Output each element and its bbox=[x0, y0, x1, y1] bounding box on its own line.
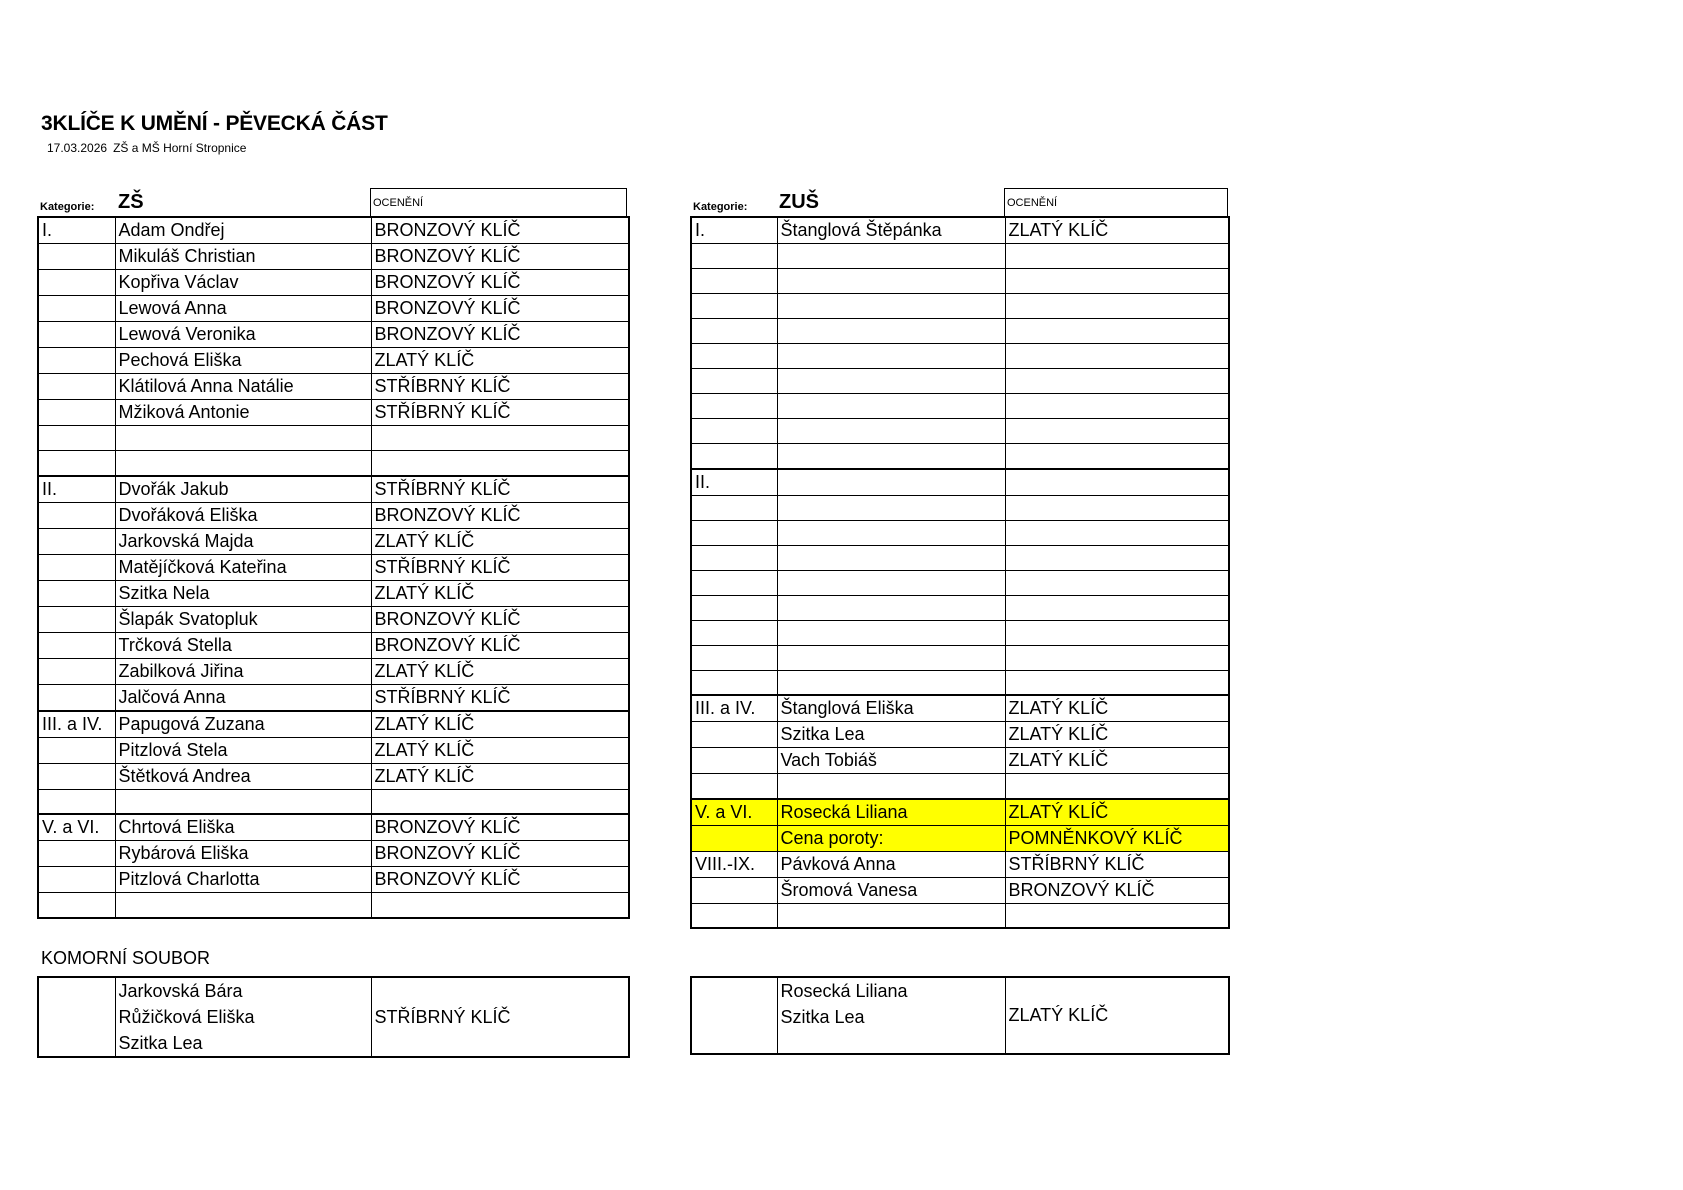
category-cell: I. bbox=[691, 217, 777, 244]
category-cell: II. bbox=[38, 476, 115, 503]
table-row bbox=[38, 580, 629, 606]
category-cell bbox=[691, 748, 777, 774]
category-cell bbox=[691, 344, 777, 369]
category-cell bbox=[38, 789, 115, 814]
kategorie-label: Kategorie: bbox=[693, 201, 748, 213]
award-cell bbox=[1005, 444, 1229, 469]
participant-name-cell bbox=[777, 903, 1005, 928]
participant-name-cell: Pitzlová Stela bbox=[115, 737, 371, 763]
award-cell: ZLATÝ KLÍČ bbox=[1005, 722, 1229, 748]
participant-name-cell bbox=[777, 319, 1005, 344]
award-cell bbox=[1005, 645, 1229, 670]
ensemble-award: ZLATÝ KLÍČ bbox=[1005, 977, 1229, 1054]
table-row bbox=[691, 369, 1229, 394]
table-row bbox=[691, 444, 1229, 469]
table-row bbox=[691, 217, 1229, 244]
participant-name-cell: Papugová Zuzana bbox=[115, 711, 371, 738]
award-cell: BRONZOVÝ KLÍČ bbox=[371, 814, 629, 841]
category-cell: V. a VI. bbox=[38, 814, 115, 841]
table-row bbox=[38, 270, 629, 296]
category-cell: III. a IV. bbox=[38, 711, 115, 738]
award-cell bbox=[1005, 570, 1229, 595]
left-results-table bbox=[37, 216, 630, 919]
participant-name-cell: Vach Tobiáš bbox=[777, 748, 1005, 774]
award-cell bbox=[1005, 269, 1229, 294]
category-cell bbox=[38, 632, 115, 658]
table-row bbox=[38, 554, 629, 580]
participant-name-cell: Pechová Eliška bbox=[115, 348, 371, 374]
category-cell bbox=[691, 774, 777, 799]
table-row bbox=[691, 495, 1229, 520]
table-row bbox=[38, 893, 629, 918]
category-cell bbox=[38, 374, 115, 400]
table-row bbox=[38, 606, 629, 632]
category-cell bbox=[691, 419, 777, 444]
participant-name-cell: Cena poroty: bbox=[777, 825, 1005, 851]
table-row bbox=[691, 244, 1229, 269]
table-row bbox=[691, 645, 1229, 670]
category-cell bbox=[38, 528, 115, 554]
category-cell bbox=[38, 893, 115, 918]
award-cell: BRONZOVÝ KLÍČ bbox=[371, 867, 629, 893]
event-venue: ZŠ a MŠ Horní Stropnice bbox=[113, 141, 247, 155]
ensemble-member: Růžičková Eliška bbox=[118, 1007, 255, 1027]
award-cell bbox=[1005, 495, 1229, 520]
category-cell bbox=[691, 294, 777, 319]
category-cell bbox=[691, 722, 777, 748]
award-cell: STŘÍBRNÝ KLÍČ bbox=[371, 400, 629, 426]
participant-name-cell bbox=[777, 469, 1005, 496]
award-cell: ZLATÝ KLÍČ bbox=[371, 348, 629, 374]
award-cell: STŘÍBRNÝ KLÍČ bbox=[371, 684, 629, 711]
award-cell bbox=[1005, 469, 1229, 496]
award-cell bbox=[1005, 520, 1229, 545]
participant-name-cell: Rosecká Liliana bbox=[777, 799, 1005, 826]
award-cell: BRONZOVÝ KLÍČ bbox=[1005, 877, 1229, 903]
category-cell bbox=[38, 502, 115, 528]
award-cell: STŘÍBRNÝ KLÍČ bbox=[371, 554, 629, 580]
ensemble-names bbox=[777, 977, 1005, 1054]
participant-name-cell bbox=[777, 774, 1005, 799]
category-cell bbox=[38, 867, 115, 893]
award-cell: ZLATÝ KLÍČ bbox=[371, 711, 629, 738]
table-row bbox=[38, 374, 629, 400]
table-row bbox=[38, 528, 629, 554]
category-cell bbox=[691, 319, 777, 344]
category-cell bbox=[691, 495, 777, 520]
table-row bbox=[38, 841, 629, 867]
award-cell bbox=[1005, 344, 1229, 369]
category-cell bbox=[38, 684, 115, 711]
table-row bbox=[691, 903, 1229, 928]
category-cell bbox=[691, 903, 777, 928]
ensemble-cat-cell bbox=[691, 977, 777, 1054]
ensemble-member: Szitka Lea bbox=[780, 1007, 865, 1027]
category-cell bbox=[691, 545, 777, 570]
participant-name-cell bbox=[115, 426, 371, 451]
participant-name-cell: Adam Ondřej bbox=[115, 217, 371, 244]
category-cell bbox=[38, 322, 115, 348]
table-row bbox=[38, 426, 629, 451]
table-row bbox=[691, 294, 1229, 319]
ensemble-award: STŘÍBRNÝ KLÍČ bbox=[371, 977, 629, 1057]
award-cell bbox=[1005, 774, 1229, 799]
award-cell: ZLATÝ KLÍČ bbox=[371, 737, 629, 763]
participant-name-cell: Mžiková Antonie bbox=[115, 400, 371, 426]
table-row bbox=[691, 545, 1229, 570]
ensemble-member: Rosecká Liliana bbox=[780, 981, 908, 1001]
table-row bbox=[691, 595, 1229, 620]
table-row bbox=[38, 658, 629, 684]
award-cell bbox=[1005, 394, 1229, 419]
award-cell bbox=[1005, 670, 1229, 695]
participant-name-cell bbox=[777, 269, 1005, 294]
award-cell: BRONZOVÝ KLÍČ bbox=[371, 502, 629, 528]
award-cell: STŘÍBRNÝ KLÍČ bbox=[371, 374, 629, 400]
table-row bbox=[38, 217, 629, 244]
table-row bbox=[691, 825, 1229, 851]
participant-name-cell: Šlapák Svatopluk bbox=[115, 606, 371, 632]
participant-name-cell bbox=[777, 369, 1005, 394]
participant-name-cell: Šromová Vanesa bbox=[777, 877, 1005, 903]
table-row bbox=[38, 632, 629, 658]
award-cell bbox=[1005, 244, 1229, 269]
award-cell: ZLATÝ KLÍČ bbox=[371, 763, 629, 789]
participant-name-cell: Trčková Stella bbox=[115, 632, 371, 658]
award-cell: ZLATÝ KLÍČ bbox=[1005, 799, 1229, 826]
participant-name-cell bbox=[777, 595, 1005, 620]
participant-name-cell bbox=[777, 244, 1005, 269]
participant-name-cell: Szitka Nela bbox=[115, 580, 371, 606]
table-row bbox=[691, 570, 1229, 595]
category-cell: V. a VI. bbox=[691, 799, 777, 826]
award-cell: ZLATÝ KLÍČ bbox=[1005, 217, 1229, 244]
category-cell bbox=[38, 400, 115, 426]
table-row bbox=[38, 400, 629, 426]
table-row bbox=[691, 774, 1229, 799]
award-cell bbox=[1005, 419, 1229, 444]
participant-name-cell bbox=[777, 419, 1005, 444]
participant-name-cell bbox=[777, 294, 1005, 319]
category-cell bbox=[691, 244, 777, 269]
table-row bbox=[691, 670, 1229, 695]
participant-name-cell bbox=[777, 570, 1005, 595]
table-row bbox=[38, 763, 629, 789]
kategorie-label: Kategorie: bbox=[40, 201, 95, 213]
table-row bbox=[38, 814, 629, 841]
participant-name-cell bbox=[115, 789, 371, 814]
oceneni-header: OCENĚNÍ bbox=[1004, 188, 1228, 216]
category-cell: II. bbox=[691, 469, 777, 496]
participant-name-cell: Lewová Anna bbox=[115, 296, 371, 322]
participant-name-cell: Rybárová Eliška bbox=[115, 841, 371, 867]
participant-name-cell bbox=[115, 893, 371, 918]
participant-name-cell: Pitzlová Charlotta bbox=[115, 867, 371, 893]
table-row bbox=[691, 394, 1229, 419]
category-cell bbox=[691, 877, 777, 903]
page-title: 3KLÍČE K UMĚNÍ - PĚVECKÁ ČÁST bbox=[41, 112, 388, 135]
table-row bbox=[691, 748, 1229, 774]
category-cell bbox=[38, 270, 115, 296]
right-table-header bbox=[690, 188, 1227, 216]
award-cell bbox=[371, 893, 629, 918]
category-cell bbox=[38, 554, 115, 580]
participant-name-cell: Kopřiva Václav bbox=[115, 270, 371, 296]
category-cell bbox=[691, 825, 777, 851]
participant-name-cell: Štanglová Eliška bbox=[777, 695, 1005, 722]
award-cell bbox=[371, 451, 629, 476]
award-cell: ZLATÝ KLÍČ bbox=[371, 658, 629, 684]
category-cell: I. bbox=[38, 217, 115, 244]
category-cell bbox=[691, 520, 777, 545]
award-cell: ZLATÝ KLÍČ bbox=[1005, 748, 1229, 774]
komorni-right-table bbox=[690, 976, 1230, 1055]
participant-name-cell: Štětková Andrea bbox=[115, 763, 371, 789]
award-cell bbox=[1005, 369, 1229, 394]
award-cell: BRONZOVÝ KLÍČ bbox=[371, 244, 629, 270]
award-cell: STŘÍBRNÝ KLÍČ bbox=[371, 476, 629, 503]
category-cell: VIII.-IX. bbox=[691, 851, 777, 877]
award-cell bbox=[1005, 620, 1229, 645]
participant-name-cell: Jalčová Anna bbox=[115, 684, 371, 711]
participant-name-cell bbox=[777, 645, 1005, 670]
ensemble-member: Jarkovská Bára bbox=[118, 981, 243, 1001]
ensemble-names bbox=[115, 977, 371, 1057]
participant-name-cell: Dvořák Jakub bbox=[115, 476, 371, 503]
participant-name-cell bbox=[777, 444, 1005, 469]
participant-name-cell bbox=[777, 344, 1005, 369]
award-cell bbox=[1005, 595, 1229, 620]
category-cell bbox=[691, 670, 777, 695]
table-row bbox=[691, 469, 1229, 496]
category-cell bbox=[38, 296, 115, 322]
participant-name-cell bbox=[777, 394, 1005, 419]
category-cell bbox=[38, 426, 115, 451]
table-row bbox=[691, 722, 1229, 748]
award-cell: ZLATÝ KLÍČ bbox=[1005, 695, 1229, 722]
category-cell bbox=[38, 606, 115, 632]
participant-name-cell: Dvořáková Eliška bbox=[115, 502, 371, 528]
participant-name-cell: Chrtová Eliška bbox=[115, 814, 371, 841]
award-cell: BRONZOVÝ KLÍČ bbox=[371, 632, 629, 658]
table-row bbox=[691, 877, 1229, 903]
participant-name-cell: Zabilková Jiřina bbox=[115, 658, 371, 684]
ensemble-cat-cell bbox=[38, 977, 115, 1057]
category-cell bbox=[38, 580, 115, 606]
table-row bbox=[38, 684, 629, 711]
award-cell bbox=[1005, 294, 1229, 319]
table-row bbox=[691, 520, 1229, 545]
category-cell bbox=[38, 451, 115, 476]
category-cell bbox=[691, 444, 777, 469]
category-cell bbox=[38, 658, 115, 684]
category-cell: III. a IV. bbox=[691, 695, 777, 722]
participant-name-cell: Szitka Lea bbox=[777, 722, 1005, 748]
award-cell: BRONZOVÝ KLÍČ bbox=[371, 841, 629, 867]
kategorie-value: ZUŠ bbox=[779, 191, 819, 213]
participant-name-cell: Mikuláš Christian bbox=[115, 244, 371, 270]
category-cell bbox=[38, 244, 115, 270]
participant-name-cell: Jarkovská Majda bbox=[115, 528, 371, 554]
oceneni-header: OCENĚNÍ bbox=[370, 188, 627, 216]
table-row bbox=[38, 737, 629, 763]
table-row bbox=[38, 789, 629, 814]
table-row bbox=[38, 296, 629, 322]
ensemble-member: Szitka Lea bbox=[118, 1033, 203, 1053]
table-row bbox=[38, 451, 629, 476]
participant-name-cell: Štanglová Štěpánka bbox=[777, 217, 1005, 244]
right-results-table bbox=[690, 216, 1230, 929]
table-row bbox=[38, 322, 629, 348]
table-row bbox=[691, 851, 1229, 877]
participant-name-cell: Lewová Veronika bbox=[115, 322, 371, 348]
participant-name-cell bbox=[777, 545, 1005, 570]
table-row bbox=[691, 620, 1229, 645]
category-cell bbox=[38, 841, 115, 867]
category-cell bbox=[691, 595, 777, 620]
table-row bbox=[38, 711, 629, 738]
category-cell bbox=[38, 763, 115, 789]
participant-name-cell bbox=[777, 670, 1005, 695]
participant-name-cell: Klátilová Anna Natálie bbox=[115, 374, 371, 400]
award-cell bbox=[371, 426, 629, 451]
category-cell bbox=[691, 645, 777, 670]
komorni-left-table bbox=[37, 976, 630, 1058]
table-row bbox=[38, 476, 629, 503]
table-row bbox=[691, 269, 1229, 294]
table-row bbox=[38, 502, 629, 528]
table-row bbox=[691, 695, 1229, 722]
page-subtitle bbox=[47, 141, 252, 155]
category-cell bbox=[691, 394, 777, 419]
award-cell bbox=[1005, 319, 1229, 344]
kategorie-value: ZŠ bbox=[118, 191, 144, 213]
participant-name-cell bbox=[777, 620, 1005, 645]
participant-name-cell bbox=[115, 451, 371, 476]
table-row bbox=[691, 799, 1229, 826]
left-table-header bbox=[37, 188, 627, 216]
award-cell: BRONZOVÝ KLÍČ bbox=[371, 296, 629, 322]
award-cell: ZLATÝ KLÍČ bbox=[371, 580, 629, 606]
award-cell bbox=[1005, 545, 1229, 570]
award-cell: POMNĚNKOVÝ KLÍČ bbox=[1005, 825, 1229, 851]
participant-name-cell bbox=[777, 495, 1005, 520]
award-cell bbox=[1005, 903, 1229, 928]
category-cell bbox=[691, 570, 777, 595]
award-cell: BRONZOVÝ KLÍČ bbox=[371, 270, 629, 296]
award-cell: BRONZOVÝ KLÍČ bbox=[371, 606, 629, 632]
komorni-soubor-label: KOMORNÍ SOUBOR bbox=[41, 948, 211, 968]
award-cell bbox=[371, 789, 629, 814]
table-row bbox=[38, 244, 629, 270]
participant-name-cell bbox=[777, 520, 1005, 545]
table-row bbox=[38, 867, 629, 893]
award-cell: STŘÍBRNÝ KLÍČ bbox=[1005, 851, 1229, 877]
award-cell: ZLATÝ KLÍČ bbox=[371, 528, 629, 554]
category-cell bbox=[38, 737, 115, 763]
participant-name-cell: Matějíčková Kateřina bbox=[115, 554, 371, 580]
category-cell bbox=[691, 269, 777, 294]
award-cell: BRONZOVÝ KLÍČ bbox=[371, 217, 629, 244]
category-cell bbox=[691, 620, 777, 645]
category-cell bbox=[691, 369, 777, 394]
participant-name-cell: Pávková Anna bbox=[777, 851, 1005, 877]
table-row bbox=[38, 348, 629, 374]
table-row bbox=[691, 344, 1229, 369]
table-row bbox=[691, 319, 1229, 344]
award-cell: BRONZOVÝ KLÍČ bbox=[371, 322, 629, 348]
event-date: 17.03.2026 bbox=[47, 141, 108, 155]
category-cell bbox=[38, 348, 115, 374]
table-row bbox=[691, 419, 1229, 444]
